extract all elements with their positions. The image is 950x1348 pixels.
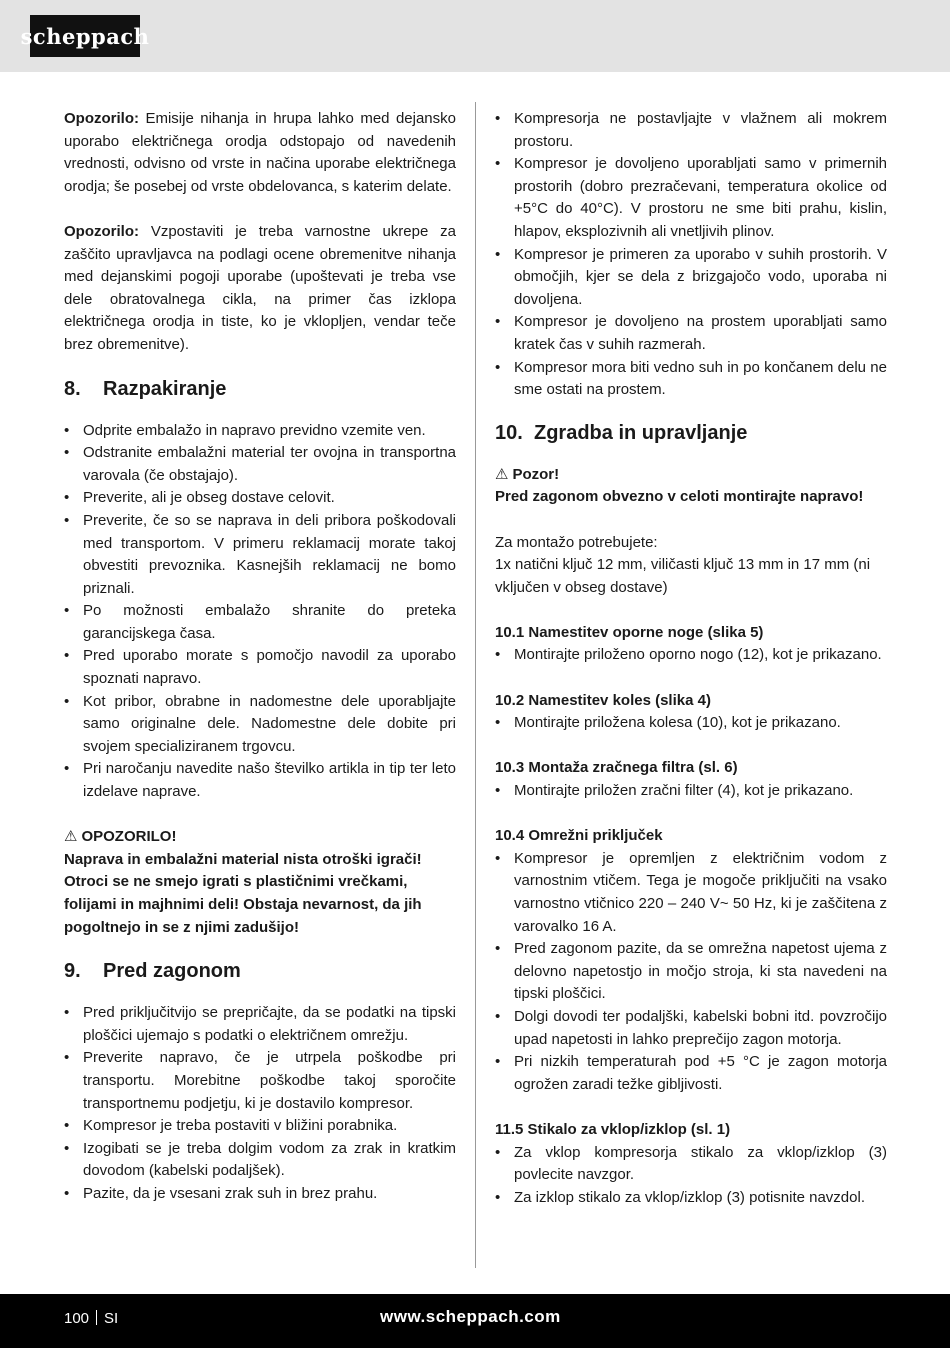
column-divider: [475, 102, 476, 1268]
list-item: [64, 1047, 456, 1115]
list-item-text: Preverite, ali je obseg dostave celovit.: [83, 489, 335, 507]
list-item: [64, 1183, 456, 1206]
bullet-icon: •: [495, 940, 501, 958]
bullet-icon: •: [64, 444, 70, 462]
wheels-list: [495, 712, 887, 735]
warning-text: Vzpostaviti je treba varnostne ukrepe za zaščito upravljavca na podlagi ocene obremenitve nihanja med dejanskimi pogoji uporabe (upoštevati je treba vse dele obratovalnega cikla, na primer čas izklopa električnega orodja in tiste, ko je vklopljen, vendar teče brez obremenitve).: [64, 222, 456, 353]
location-list: [495, 108, 887, 402]
list-item-text: Kompresor je dovoljeno uporabljati samo v primernih prostorih (dobro prezračevani, temperatura okolice od +5°C do 40°C). V prostoru ne sme biti prahu, kislin, hlapov, eksplozivnih ali vnetljivih plinov.: [514, 155, 887, 240]
bullet-icon: •: [64, 1117, 70, 1135]
list-item: [495, 938, 887, 1006]
subsection-10-4-title: 10.4 Omrežni priključek: [495, 827, 663, 845]
children-warning: [64, 826, 456, 849]
list-item-text: Montirajte priložena kolesa (10), kot je prikazano.: [514, 714, 841, 732]
list-item-text: Pri naročanju navedite našo številko artikla in tip ter leto izdelave naprave.: [83, 760, 456, 801]
language-code: SI: [104, 1310, 119, 1327]
list-item-text: Kompresor je dovoljeno na prostem uporabljati samo kratek čas v suhih razmerah.: [514, 313, 887, 353]
list-item-text: Pred priključitvijo se prepričajte, da se podatki na tipski ploščici ujemajo s podatki o električnem omrežju.: [83, 1004, 456, 1044]
bullet-icon: •: [495, 1053, 501, 1071]
section-number: 9.: [64, 960, 81, 983]
on-off-switch-list: [495, 1142, 887, 1210]
list-item-text: Montirajte priloženo oporno nogo (12), kot je prikazano.: [514, 646, 882, 664]
list-item-text: Odprite embalažo in napravo previdno vzemite ven.: [83, 421, 426, 439]
list-item: [495, 357, 887, 402]
list-item: [495, 108, 887, 153]
subsection-10-3-title: 10.3 Montaža zračnega filtra (sl. 6): [495, 759, 738, 777]
bullet-icon: •: [64, 1184, 70, 1202]
list-item: [495, 1142, 887, 1187]
list-item: [64, 645, 456, 690]
list-item: [495, 712, 887, 735]
list-item-text: Kompresor mora biti vedno suh in po končanem delu ne sme ostati na prostem.: [514, 358, 887, 399]
bullet-icon: •: [64, 602, 70, 620]
subsection-10-2-title: 10.2 Namestitev koles (slika 4): [495, 691, 711, 709]
list-item-text: Kompresor je opremljen z električnim vodom z varnostnim vtičem. Tega je mogoče priključiti na vsako varnostno vtičnico 220 – 240 V~ 50 Hz, ki je zaščitena z varovalko 16 A.: [514, 849, 887, 935]
bullet-icon: •: [64, 511, 70, 529]
bullet-icon: •: [495, 245, 501, 263]
list-item-text: Dolgi dovodi ter podaljški, kabelski bobni itd. povzročijo upad napetosti in lahko preprečijo zagon motorja.: [514, 1007, 887, 1048]
footer-bar: [0, 1294, 950, 1348]
page-number-value: 100: [64, 1310, 90, 1327]
bullet-icon: •: [495, 358, 501, 376]
left-column: [64, 108, 456, 1206]
list-item: [495, 1006, 887, 1051]
list-item: [495, 780, 887, 803]
list-item: [64, 1138, 456, 1183]
subsection-11-5-title: 11.5 Stikalo za vklop/izklop (sl. 1): [495, 1120, 731, 1138]
mains-connection-list: [495, 848, 887, 1097]
warning-title: OPOZORILO!: [81, 828, 177, 846]
list-item: [495, 244, 887, 312]
list-item: [64, 1115, 456, 1138]
bullet-icon: •: [495, 155, 501, 173]
list-item: [495, 153, 887, 243]
list-item: [495, 1051, 887, 1096]
children-warning-text: Naprava in embalažni material nista otroški igrači! Otroci se ne smejo igrati s plastičnimi vrečkami, folijami in majhnimi deli! Obstaja nevarnost, da jih pogoltnejo in se z njimi zadušijo!: [64, 850, 422, 936]
vibration-warning-paragraph: [64, 108, 456, 198]
bullet-icon: •: [64, 421, 70, 439]
list-item-text: Pred uporabo morate s pomočjo navodil za uporabo spoznati napravo.: [83, 647, 456, 688]
bullet-icon: •: [64, 1139, 70, 1157]
warning-triangle-icon: ⚠: [64, 828, 78, 846]
list-item: [64, 600, 456, 645]
section-title: Zgradba in upravljanje: [534, 421, 748, 444]
list-item: [64, 758, 456, 803]
bullet-icon: •: [495, 110, 501, 127]
scheppach-logo: scheppach: [30, 15, 140, 57]
bullet-icon: •: [64, 1049, 70, 1067]
list-item-text: Pri nizkih temperaturah pod +5 °C je zagon motorja ogrožen zaradi težke gibljivosti.: [514, 1053, 887, 1093]
unpacking-list: [64, 420, 456, 804]
list-item: [64, 1002, 456, 1047]
bullet-icon: •: [64, 647, 70, 665]
section-9-heading: [64, 957, 456, 985]
warning-label: Opozorilo:: [64, 222, 139, 240]
list-item: [64, 510, 456, 600]
list-item-text: Kompresor je treba postaviti v bližini porabnika.: [83, 1117, 398, 1135]
list-item: [495, 848, 887, 938]
bullet-icon: •: [495, 1188, 501, 1206]
list-item-text: Za izklop stikalo za vklop/izklop (3) potisnite navzdol.: [514, 1188, 865, 1206]
tools-intro: Za montažo potrebujete:: [495, 533, 658, 551]
bullet-icon: •: [64, 1004, 70, 1022]
warning-label: Opozorilo:: [64, 110, 139, 127]
list-item: [64, 691, 456, 759]
caution-text: Pred zagonom obvezno v celoti montirajte napravo!: [495, 488, 864, 506]
warning-triangle-icon: ⚠: [495, 465, 509, 483]
bullet-icon: •: [64, 489, 70, 507]
before-start-list: [64, 1002, 456, 1205]
tools-text: 1x natični ključ 12 mm, viličasti ključ 13 mm in 17 mm (ni vključen v obseg dostave): [495, 556, 871, 596]
list-item-text: Kot pribor, obrabne in nadomestne dele uporabljajte samo originalne dele. Nadomestne dele dobite pri svojem specializiranem trgovcu.: [83, 692, 456, 755]
list-item-text: Pred zagonom pazite, da se omrežna napetost ujema z delovno napetostjo in močjo stroja, ki sta navedeni na tipski ploščici.: [514, 940, 887, 1003]
bullet-icon: •: [64, 760, 70, 778]
safety-measures-paragraph: [64, 221, 456, 357]
section-number: 8.: [64, 377, 81, 400]
subsection-10-1-title: 10.1 Namestitev oporne noge (slika 5): [495, 623, 764, 641]
caution-title: [495, 464, 887, 487]
section-number: 10.: [495, 421, 523, 444]
bullet-icon: •: [495, 646, 501, 664]
bullet-icon: •: [495, 313, 501, 331]
section-title: Pred zagonom: [103, 960, 241, 983]
caution-label: Pozor!: [512, 465, 560, 483]
right-column: [495, 108, 887, 1209]
list-item: [64, 487, 456, 510]
list-item-text: Odstranite embalažni material ter ovojna in transportna varovala (če obstajajo).: [83, 444, 456, 484]
list-item: [64, 420, 456, 443]
section-10-heading: [495, 419, 887, 447]
list-item-text: Kompresor je primeren za uporabo v suhih prostorih. V območjih, kjer se dela z brizgajočo vodo, uporaba ni dovoljena.: [514, 245, 887, 308]
air-filter-list: [495, 780, 887, 803]
support-foot-list: [495, 644, 887, 667]
list-item-text: Izogibati se je treba dolgim vodom za zrak in kratkim dovodom (kabelski podaljšek).: [83, 1139, 456, 1180]
section-8-heading: [64, 375, 456, 403]
section-title: Razpakiranje: [103, 377, 227, 400]
bullet-icon: •: [495, 714, 501, 732]
list-item: [495, 311, 887, 356]
list-item: [495, 1187, 887, 1210]
bullet-icon: •: [495, 849, 501, 867]
warning-text: Emisije nihanja in hrupa lahko med dejansko uporabo električnega orodja odstopajo od navedenih vrednosti, odvisno od vrste in načina uporabe električnega orodja; še posebej od vrste obdelovanca, s katerim delate.: [64, 110, 456, 195]
list-item-text: Kompresorja ne postavljajte v vlažnem ali mokrem prostoru.: [514, 110, 887, 150]
page-separator: [96, 1310, 97, 1325]
header-bar: [0, 0, 950, 72]
list-item-text: Za vklop kompresorja stikalo za vklop/izklop (3) povlecite navzgor.: [514, 1143, 887, 1184]
bullet-icon: •: [64, 692, 70, 710]
list-item: [495, 644, 887, 667]
list-item-text: Preverite napravo, če je utrpela poškodbe pri transportu. Morebitne poškodbe takoj sporočite transportnemu podjetju, ki je dostavilo kompresor.: [83, 1049, 456, 1112]
bullet-icon: •: [495, 1007, 501, 1025]
bullet-icon: •: [495, 1143, 501, 1161]
list-item-text: Montirajte priložen zračni filter (4), kot je prikazano.: [514, 782, 854, 800]
bullet-icon: •: [495, 782, 501, 800]
list-item: [64, 442, 456, 487]
list-item-text: Po možnosti embalažo shranite do preteka garancijskega časa.: [83, 602, 456, 642]
list-item-text: Pazite, da je vsesani zrak suh in brez prahu.: [83, 1184, 378, 1202]
list-item-text: Preverite, če so se naprava in deli pribora poškodovali med transportom. V primeru reklamacij morate takoj obvestiti prevoznika. Kasnejših reklamacij ne bomo priznali.: [83, 511, 456, 597]
page-number: [64, 1310, 118, 1327]
website-link[interactable]: www.scheppach.com: [380, 1307, 561, 1326]
